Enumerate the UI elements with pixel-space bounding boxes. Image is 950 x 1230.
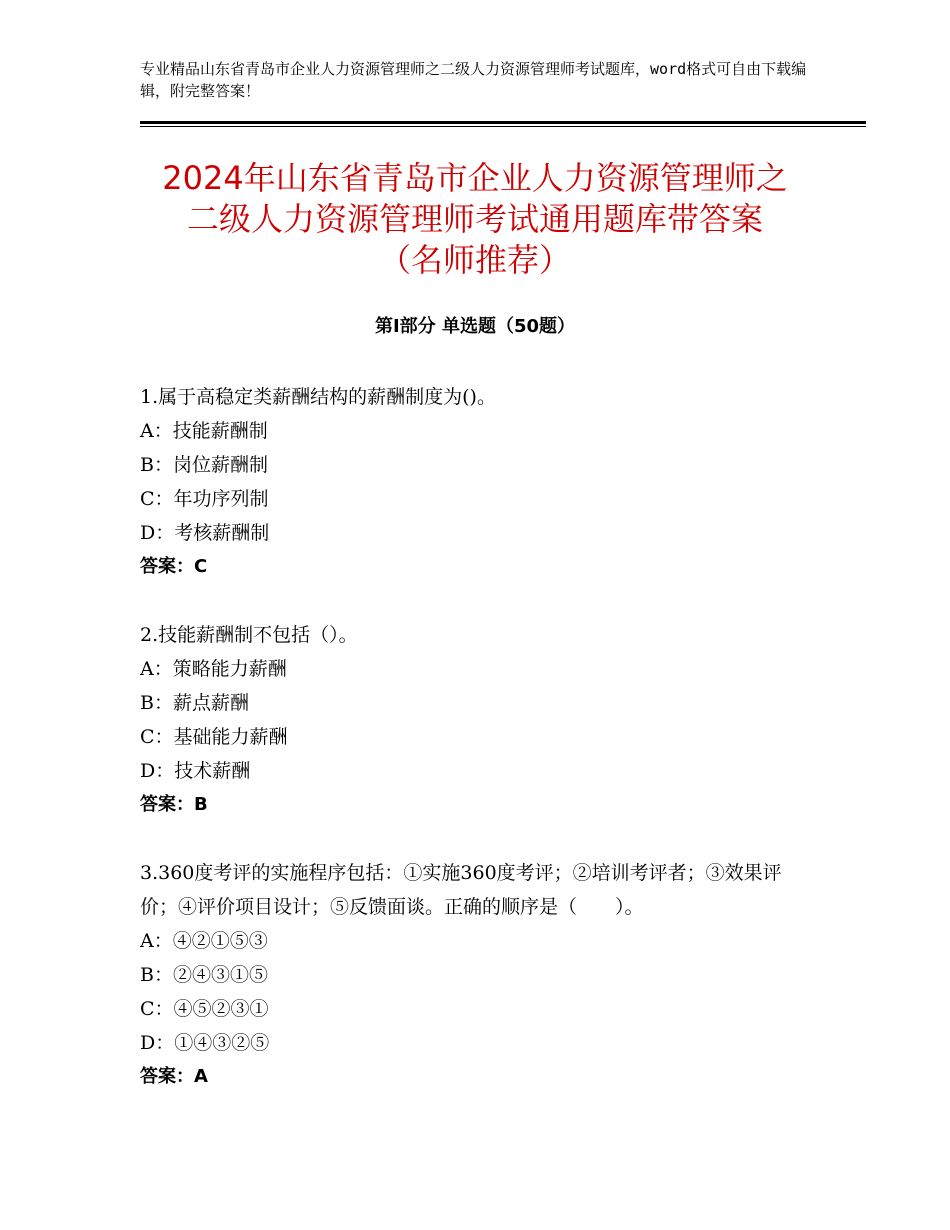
document-title: [100, 158, 850, 281]
option-c: C：年功序列制: [140, 488, 269, 510]
question-stem: 3.360度考评的实施程序包括：①实施360度考评；②培训考评者；③效果评价；④评价项目设计；⑤反馈面谈。正确的顺序是（ ）。: [140, 862, 782, 918]
title-line-2: 二级人力资源管理师考试通用题库带答案: [186, 200, 763, 238]
option-b: B：岗位薪酬制: [140, 454, 268, 476]
header-note: 专业精品山东省青岛市企业人力资源管理师之二级人力资源管理师考试题库，word格式可自由下载编辑，附完整答案！: [140, 60, 807, 100]
option-c: C：基础能力薪酬: [140, 726, 288, 748]
option-b: B：薪点薪酬: [140, 692, 249, 714]
option-a: A：④②①⑤③: [140, 930, 268, 952]
option-d: D：技术薪酬: [140, 760, 251, 782]
option-a: A：策略能力薪酬: [140, 658, 287, 680]
question-item: [140, 380, 810, 584]
option-c: C：④⑤②③①: [140, 998, 269, 1020]
option-d: D：考核薪酬制: [140, 522, 270, 544]
question-stem: 2.技能薪酬制不包括（）。: [140, 624, 358, 646]
question-item: [140, 618, 810, 822]
header-rule: [140, 121, 866, 124]
option-b: B：②④③①⑤: [140, 964, 268, 986]
answer-label: 答案：C: [140, 556, 208, 577]
option-a: A：技能薪酬制: [140, 420, 268, 442]
title-line-1: 2024年山东省青岛市企业人力资源管理师之: [162, 159, 788, 197]
option-d: D：①④③②⑤: [140, 1032, 270, 1054]
answer-label: 答案：B: [140, 794, 208, 815]
section-heading: 第Ⅰ部分 单选题（50题）: [374, 316, 575, 337]
question-item: [140, 856, 810, 1094]
question-list: [140, 380, 810, 1128]
header-rule-thin: [140, 126, 866, 127]
answer-label: 答案：A: [140, 1066, 208, 1087]
question-stem: 1.属于高稳定类薪酬结构的薪酬制度为()。: [140, 386, 496, 408]
title-line-3: （名师推荐）: [378, 241, 571, 279]
